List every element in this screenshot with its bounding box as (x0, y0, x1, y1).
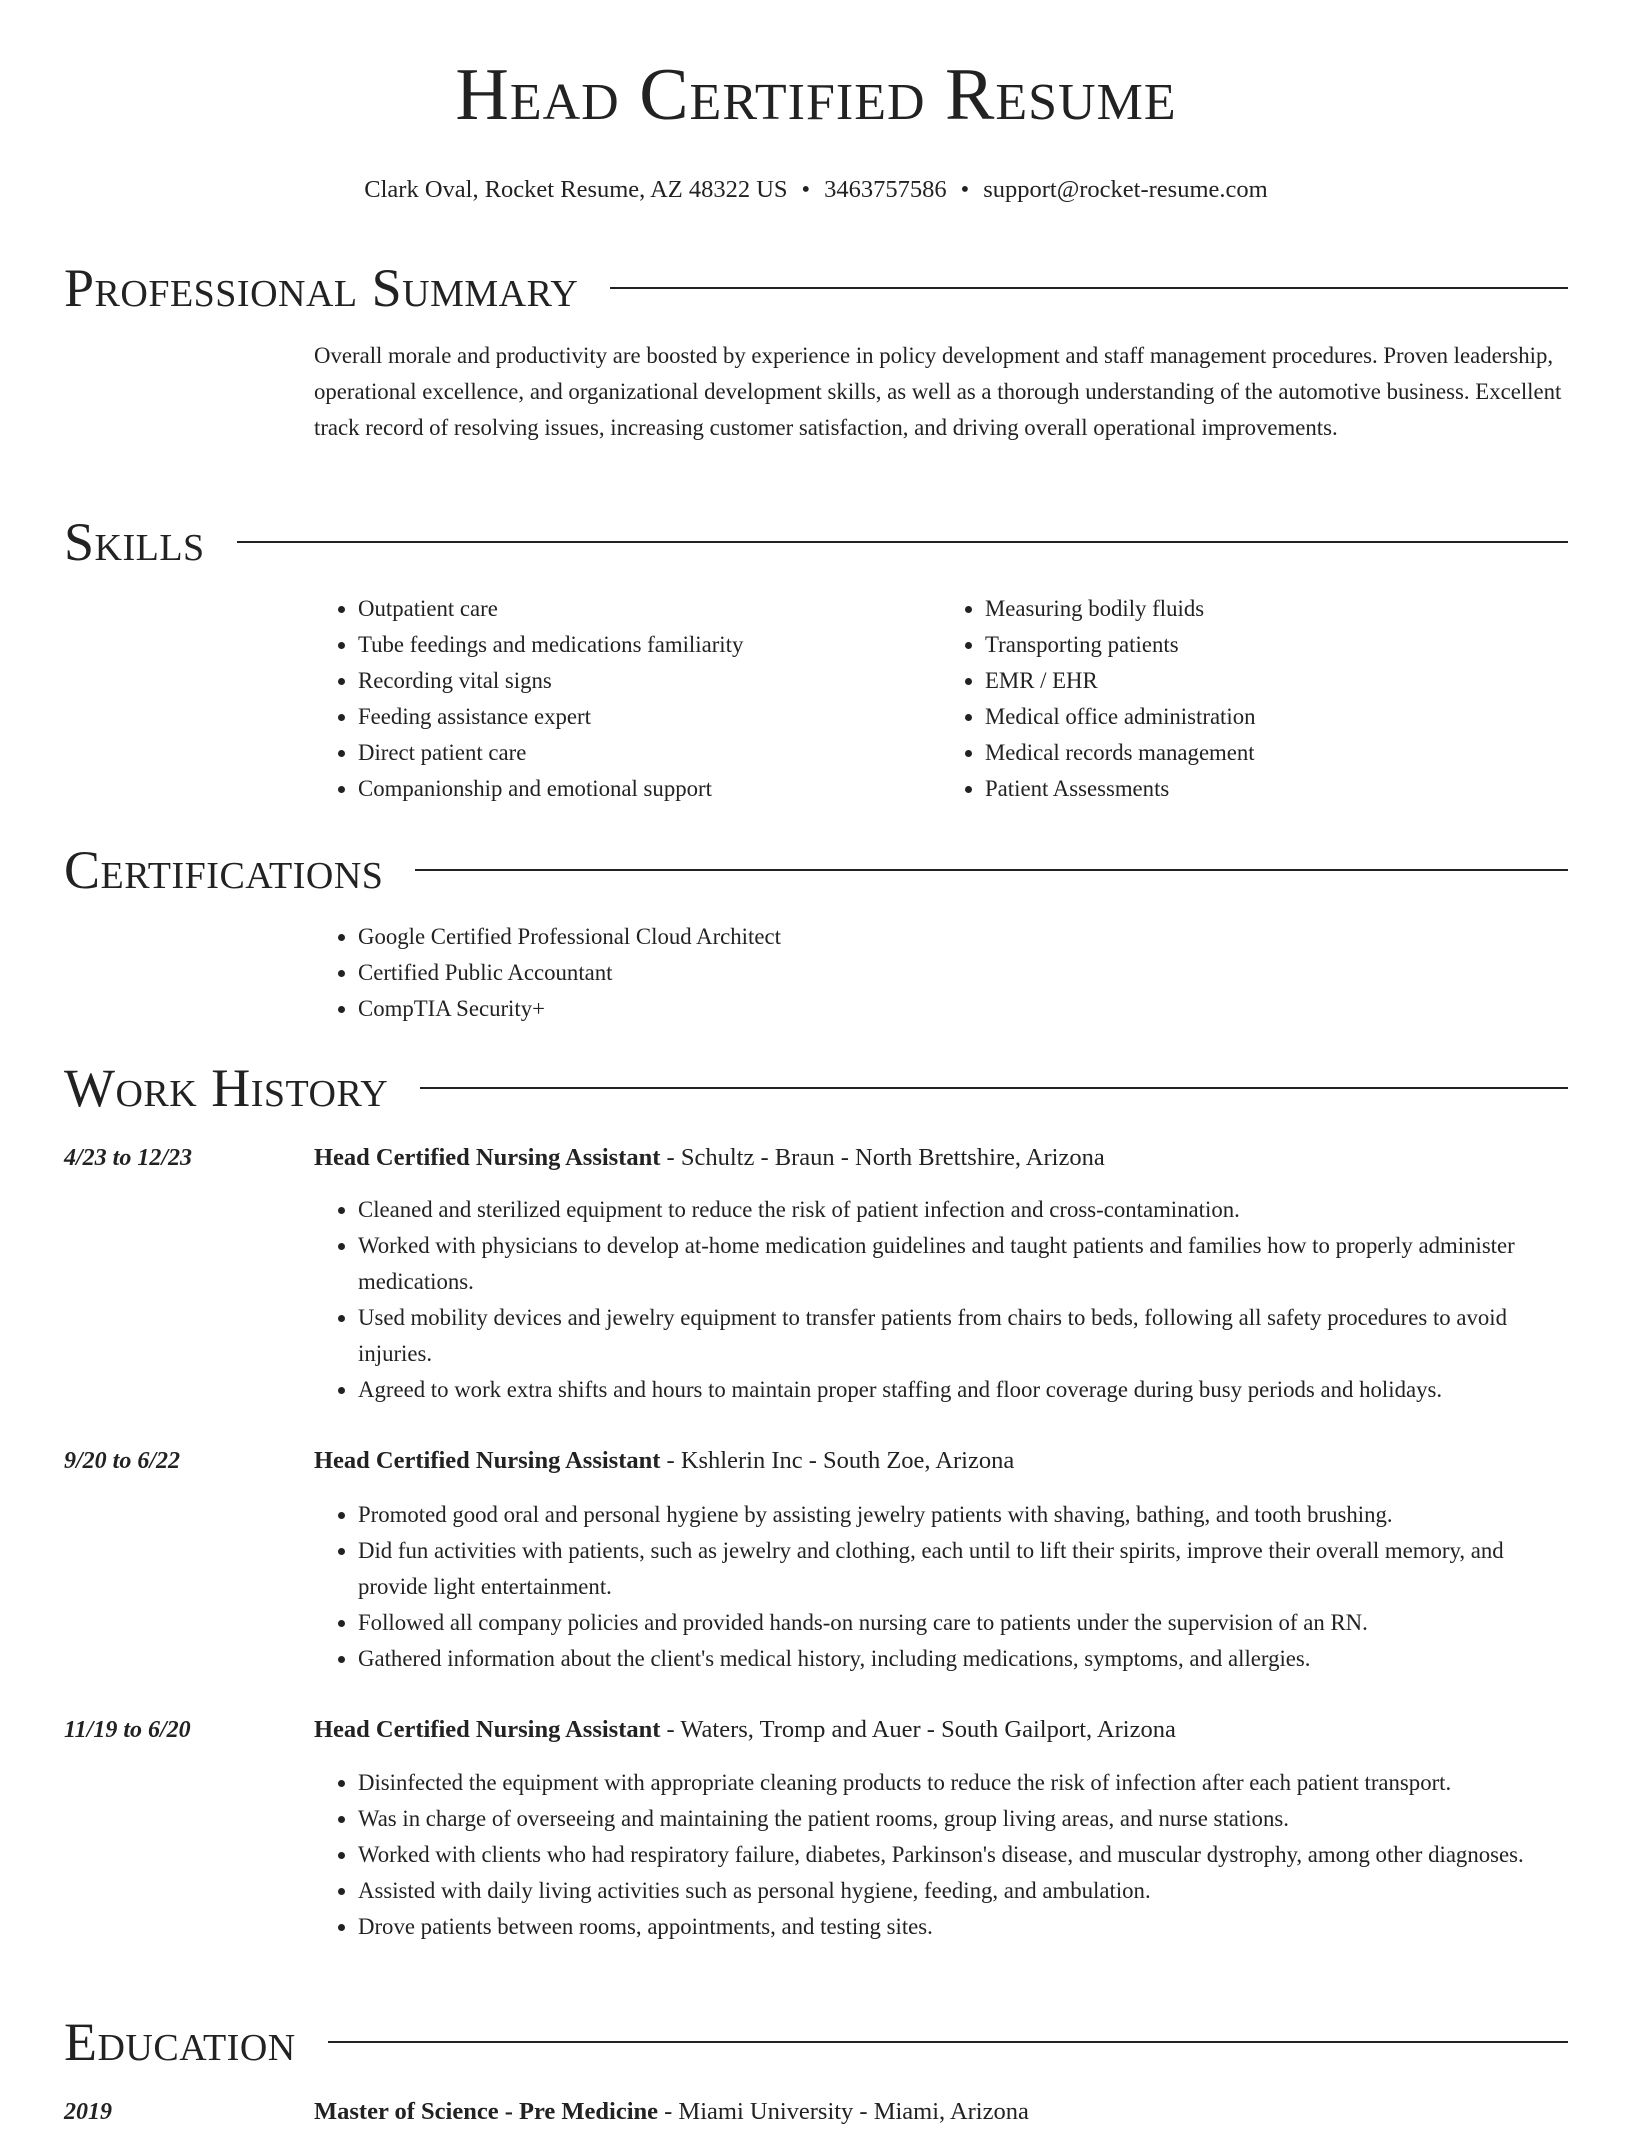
job-title: Head Certified Nursing Assistant (314, 1144, 661, 1171)
contact-line (0, 175, 1632, 204)
job-heading (314, 1443, 1568, 1479)
skill-item: • Measuring bodily fluids (985, 591, 1568, 627)
job-dates: 4/23 to 12/23 (64, 1145, 193, 1171)
education-heading: Education (64, 2012, 296, 2072)
skill-item: • Medical office administration (985, 699, 1568, 735)
certifications-section-header (64, 835, 1568, 905)
skills-list-left (314, 591, 941, 807)
job-duty: • Worked with clients who had respiratory failure, diabetes, Parkinson's disease, and muscular dystrophy, among other diagnoses. (358, 1837, 1568, 1873)
skill-item: • Feeding assistance expert (358, 699, 941, 735)
job-title: Head Certified Nursing Assistant (314, 1447, 661, 1474)
section-divider (237, 541, 1568, 543)
certification-item: • CompTIA Security+ (358, 991, 1568, 1027)
job-employer: - Waters, Tromp and Auer - South Gailport, Arizona (660, 1716, 1176, 1743)
education-heading-line (314, 2094, 1568, 2130)
work-heading: Work History (64, 1058, 389, 1118)
certifications-block (314, 919, 1568, 1027)
job-duty: • Agreed to work extra shifts and hours to maintain proper staffing and floor coverage during busy periods and holidays. (358, 1372, 1568, 1408)
job-duty: • Followed all company policies and provided hands-on nursing care to patients under the supervision of an RN. (358, 1605, 1568, 1641)
summary-section-header (64, 253, 1568, 323)
summary-heading: Professional Summary (64, 258, 579, 318)
job-duty: • Assisted with daily living activities such as personal hygiene, feeding, and ambulation. (358, 1873, 1568, 1909)
skill-item: • Patient Assessments (985, 771, 1568, 807)
skill-item: • Recording vital signs (358, 663, 941, 699)
education-year: 2019 (64, 2099, 112, 2125)
job-duties (314, 1765, 1568, 1945)
job-duties (314, 1497, 1568, 1677)
skill-item: • Direct patient care (358, 735, 941, 771)
contact-phone: 3463757586 (824, 176, 947, 203)
skills-heading: Skills (64, 512, 205, 572)
certifications-list (314, 919, 1568, 1027)
skills-list-right (941, 591, 1568, 807)
contact-separator: • (801, 176, 811, 203)
job-duty: • Cleaned and sterilized equipment to reduce the risk of patient infection and cross-contamination. (358, 1192, 1568, 1228)
education-school: - Miami University - Miami, Arizona (658, 2098, 1029, 2125)
job-duty: • Promoted good oral and personal hygiene by assisting jewelry patients with shaving, bathing, and tooth brushing. (358, 1497, 1568, 1533)
job-duties (314, 1192, 1568, 1408)
job-heading (314, 1712, 1568, 1748)
education-degree: Master of Science - Pre Medicine (314, 2098, 659, 2125)
skill-item: • Outpatient care (358, 591, 941, 627)
skills-grid (314, 591, 1568, 807)
education-section-header (64, 2007, 1568, 2077)
skill-item: • EMR / EHR (985, 663, 1568, 699)
contact-separator: • (960, 176, 970, 203)
job-dates: 9/20 to 6/22 (64, 1448, 181, 1474)
certification-item: • Certified Public Accountant (358, 955, 1568, 991)
job-duty: • Was in charge of overseeing and maintaining the patient rooms, group living areas, and nurse stations. (358, 1801, 1568, 1837)
skill-item: • Transporting patients (985, 627, 1568, 663)
job-heading (314, 1140, 1568, 1176)
resume-title: Head Certified Resume (455, 54, 1177, 136)
section-divider (415, 869, 1568, 871)
section-divider (610, 287, 1568, 289)
skill-item: • Tube feedings and medications familiarity (358, 627, 941, 663)
job-employer: - Kshlerin Inc - South Zoe, Arizona (660, 1447, 1015, 1474)
job-duty: • Used mobility devices and jewelry equipment to transfer patients from chairs to beds, following all safety procedures to avoid injuries. (358, 1300, 1568, 1372)
skill-item: • Companionship and emotional support (358, 771, 941, 807)
contact-address: Clark Oval, Rocket Resume, AZ 48322 US (364, 176, 788, 203)
job-duty: • Gathered information about the client's medical history, including medications, symptoms, and allergies. (358, 1641, 1568, 1677)
job-duty: • Did fun activities with patients, such as jewelry and clothing, each until to lift their spirits, improve their overall memory, and provide light entertainment. (358, 1533, 1568, 1605)
job-duty: • Worked with physicians to develop at-home medication guidelines and taught patients and families how to properly administer medications. (358, 1228, 1568, 1300)
summary-text: Overall morale and productivity are boosted by experience in policy development and staff management procedures. Proven leadership, operational excellence, and organizational development skills, as well as a thorough understanding of the automotive business. Excellent track record of resolving issues, increasing customer satisfaction, and driving overall operational improvements. (314, 343, 1562, 440)
job-employer: - Schultz - Braun - North Brettshire, Arizona (660, 1144, 1105, 1171)
job-title: Head Certified Nursing Assistant (314, 1716, 661, 1743)
job-duty: • Disinfected the equipment with appropriate cleaning products to reduce the risk of infection after each patient transport. (358, 1765, 1568, 1801)
job-dates: 11/19 to 6/20 (64, 1717, 191, 1743)
certification-item: • Google Certified Professional Cloud Architect (358, 919, 1568, 955)
contact-email: support@rocket-resume.com (983, 176, 1268, 203)
certifications-heading: Certifications (64, 840, 384, 900)
skills-section-header (64, 507, 1568, 577)
job-duty: • Drove patients between rooms, appointments, and testing sites. (358, 1909, 1568, 1945)
work-section-header (64, 1053, 1568, 1123)
section-divider (420, 1087, 1568, 1089)
skill-item: • Medical records management (985, 735, 1568, 771)
section-divider (328, 2041, 1568, 2043)
